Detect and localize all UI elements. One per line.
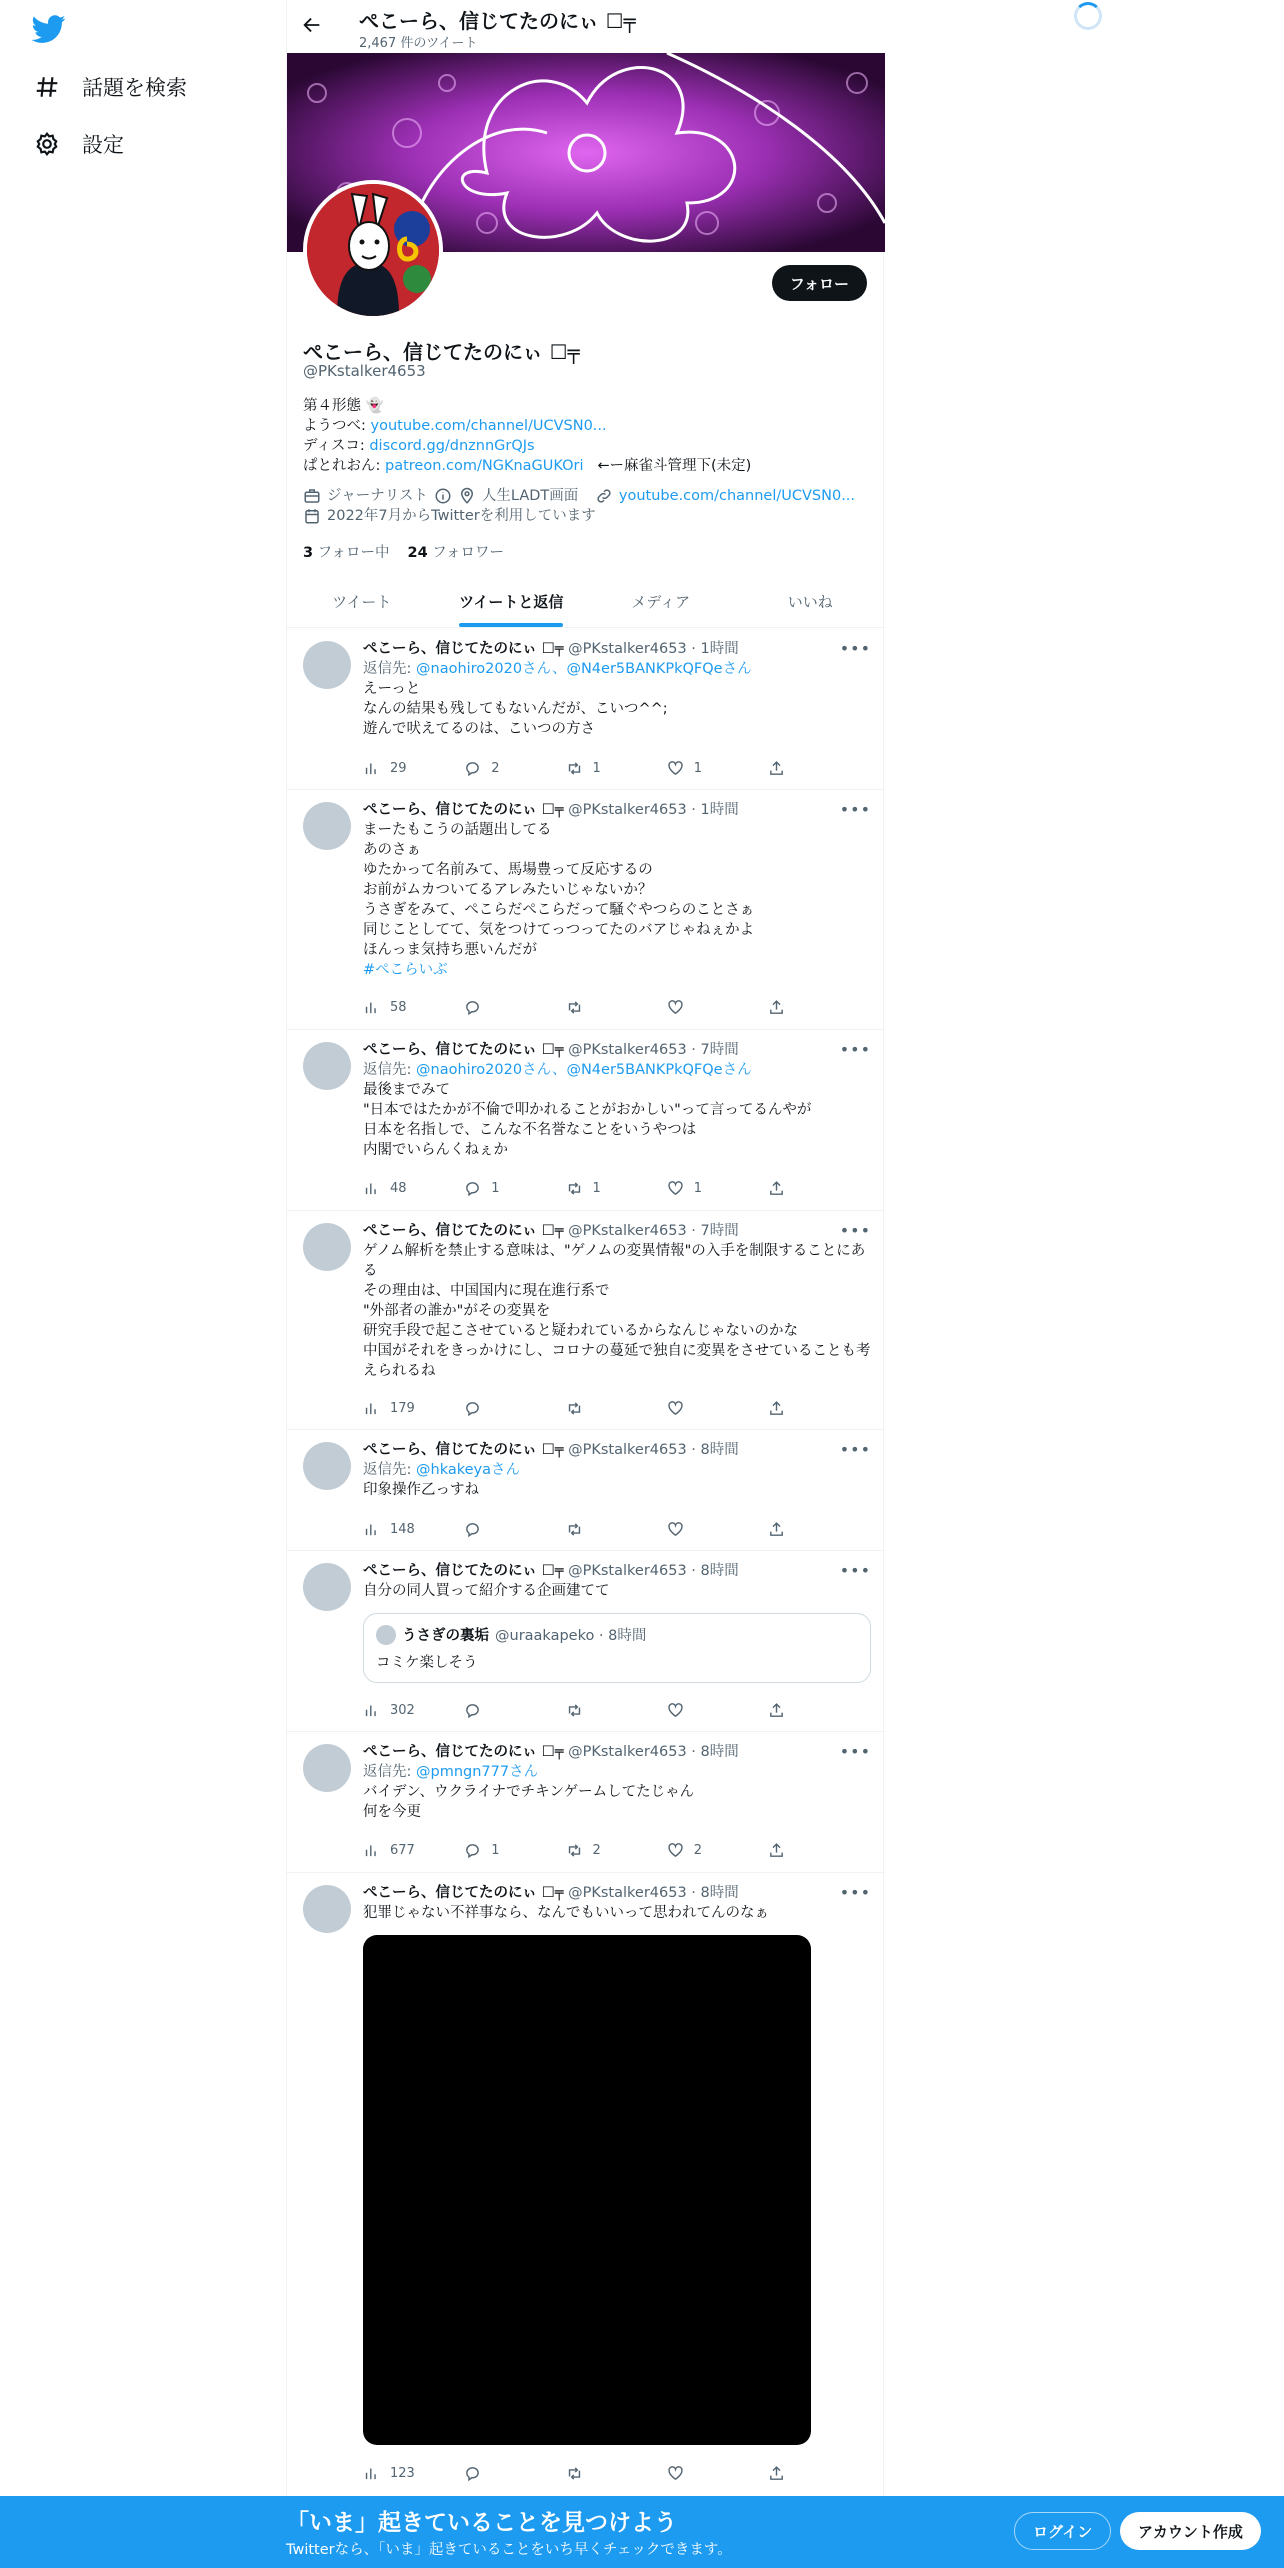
nav-item-explore-label: 話題を検索 xyxy=(82,76,187,100)
tweet-actions xyxy=(363,1178,788,1198)
like-button[interactable] xyxy=(667,1398,747,1418)
tweet-text: 犯罪じゃない不祥事なら、なんでもいいって思われてんのなぁ xyxy=(363,1905,769,1921)
retweet-button[interactable]: 2 xyxy=(566,1840,646,1860)
reply-button[interactable] xyxy=(464,1398,544,1418)
analytics-icon xyxy=(363,1521,380,1538)
tweet[interactable]: ••• ぺこーら、信じてたのにぃ ☐╤ @PKstalker4653 · 8時間 自分の同人買って紹介する企画建てて うさぎの裏垢 @uraakapeko · 8時間 コミケ楽しそう 302 xyxy=(287,1551,885,1732)
bio-youtube-link[interactable]: youtube.com/channel/UCVSN0... xyxy=(370,418,607,434)
heart-icon xyxy=(667,1842,684,1859)
calendar-icon xyxy=(303,507,321,525)
retweet-icon xyxy=(566,2465,583,2482)
bio-youtube-label: ようつべ: xyxy=(303,418,371,434)
signup-button[interactable]: アカウント作成 xyxy=(1120,2512,1261,2550)
profile-name: ぺこーら、信じてたのにぃ ☐╤ xyxy=(303,340,580,364)
bio-discord-link[interactable]: discord.gg/dnznnGrQJs xyxy=(369,438,535,454)
follow-stats xyxy=(303,541,504,562)
share-button[interactable] xyxy=(768,1519,788,1539)
views-button[interactable]: 179 xyxy=(363,1398,443,1418)
reply-button[interactable] xyxy=(464,2463,544,2483)
retweet-icon xyxy=(566,1702,583,1719)
share-icon xyxy=(768,760,785,777)
bio-patreon-link[interactable]: patreon.com/NGKnaGUKOri xyxy=(385,458,584,474)
bio-patreon-label: ぱとれおん: xyxy=(303,458,385,474)
main-column xyxy=(286,0,884,2568)
views-button[interactable]: 123 xyxy=(363,2463,443,2483)
profile-joined: 2022年7月からTwitterを利用しています xyxy=(327,508,596,524)
heart-icon xyxy=(667,1702,684,1719)
follow-button[interactable]: フォロー xyxy=(772,265,867,301)
retweet-icon xyxy=(566,1400,583,1417)
share-button[interactable] xyxy=(768,997,788,1017)
heart-icon xyxy=(667,760,684,777)
following-link[interactable]: 3 フォロー中 xyxy=(303,545,390,561)
more-options-icon[interactable]: ••• xyxy=(839,639,871,658)
tweet-text: バイデン、ウクライナでチキンゲームしてたじゃん 何を今更 xyxy=(363,1784,695,1820)
tweet-actions xyxy=(363,997,788,1017)
reply-icon xyxy=(464,999,481,1016)
prompt-title: 「いま」起きていることを見つけよう xyxy=(286,2510,677,2536)
tab-tweets-and-replies[interactable]: ツイートと返信 xyxy=(437,575,587,627)
views-button[interactable]: 302 xyxy=(363,1700,443,1720)
quoted-author-name: うさぎの裏垢 xyxy=(402,1628,489,1644)
briefcase-icon xyxy=(303,487,321,505)
share-icon xyxy=(768,1842,785,1859)
profile-meta xyxy=(303,486,873,526)
views-button[interactable]: 677 xyxy=(363,1840,443,1860)
share-button[interactable] xyxy=(768,758,788,778)
profile-category: ジャーナリスト xyxy=(327,488,428,504)
tweet-actions xyxy=(363,2463,788,2483)
share-icon xyxy=(768,1702,785,1719)
tweet-text: 最後までみて "日本ではたかが不倫で叩かれることがおかしい"って言ってるんやが 日本を名指しで、こんな不名誉なことをいうやつは 内閣でいらんくねぇか xyxy=(363,1082,812,1158)
quoted-meta: @uraakapeko · 8時間 xyxy=(495,1628,647,1644)
tweet-actions xyxy=(363,1700,788,1720)
tweet-meta: @PKstalker4653 · 8時間 xyxy=(568,1563,739,1579)
heart-icon xyxy=(667,1180,684,1197)
tweet-avatar[interactable] xyxy=(303,1563,351,1611)
tweet-text: まーたもこうの話題出してる あのさぁ ゆたかって名前みて、馬場豊って反応するの お前がムカついてるアレみたいじゃないか？ うさぎをみて、ぺこらだぺこらだって騒ぐやつらのことさぁ 同じことしてて、気をつけてっつってたのバアじゃねぇかよ ほんっま気持ち悪いんだが xyxy=(363,822,755,958)
emoji-glyph: ☐╤ xyxy=(598,9,636,33)
avatar-artwork xyxy=(307,184,439,316)
share-button[interactable] xyxy=(768,1398,788,1418)
like-button[interactable] xyxy=(667,2463,747,2483)
nav-item-explore[interactable] xyxy=(34,72,187,102)
tweet-avatar[interactable] xyxy=(303,1042,351,1090)
tweet[interactable]: ••• ぺこーら、信じてたのにぃ ☐╤ @PKstalker4653 · 8時間 返信先: @pmngn777さん バイデン、ウクライナでチキンゲームしてたじゃん 何を今更 677 1 2 2 xyxy=(287,1732,885,1873)
info-icon[interactable] xyxy=(434,487,452,505)
share-icon xyxy=(768,1521,785,1538)
hashtag-icon xyxy=(34,74,60,100)
retweet-button[interactable]: 1 xyxy=(566,1178,646,1198)
tweet-actions xyxy=(363,1519,788,1539)
tweet-text: 印象操作乙っすね xyxy=(363,1482,479,1498)
retweet-icon xyxy=(566,1842,583,1859)
reply-button[interactable]: 2 xyxy=(464,758,544,778)
gear-icon xyxy=(34,131,60,157)
tweet-author-name[interactable]: ぺこーら、信じてたのにぃ xyxy=(363,802,537,818)
tweet-author-name[interactable]: ぺこーら、信じてたのにぃ xyxy=(363,1744,537,1760)
login-button[interactable]: ログイン xyxy=(1014,2512,1111,2550)
tweet-meta: @PKstalker4653 · 7時間 xyxy=(568,1042,739,1058)
reply-prefix: 返信先: xyxy=(363,1062,416,1078)
tweet-text: ゲノム解析を禁止する意味は、"ゲノムの変異情報"の入手を制限することにある その理由は、中国国内に現在進行系で "外部者の誰か"がその変異を 研究手段で起こさせていると疑われているからなんじゃないのかな 中国がそれをきっかけにし、コロナの蔓延で独自に変異をさせていることも考えられるね xyxy=(363,1243,871,1379)
retweet-icon xyxy=(566,1180,583,1197)
profile-url[interactable]: youtube.com/channel/UCVSN0... xyxy=(618,488,856,504)
retweet-button[interactable]: 1 xyxy=(566,758,646,778)
tweet-author-name[interactable]: ぺこーら、信じてたのにぃ xyxy=(363,641,537,657)
tweet-actions xyxy=(363,1840,788,1860)
reply-users[interactable]: @naohiro2020さん、@N4er5BANKPkQFQeさん xyxy=(416,661,752,677)
retweet-icon xyxy=(566,760,583,777)
tweet-meta: @PKstalker4653 · 1時間 xyxy=(568,641,739,657)
quoted-text: コミケ楽しそう xyxy=(376,1655,478,1671)
profile-handle: @PKstalker4653 xyxy=(303,362,426,380)
reply-users[interactable]: @naohiro2020さん、@N4er5BANKPkQFQeさん xyxy=(416,1062,752,1078)
quoted-tweet[interactable] xyxy=(363,1613,871,1683)
profile-tabs xyxy=(287,575,885,628)
retweet-button[interactable] xyxy=(566,2463,646,2483)
analytics-icon xyxy=(363,1180,380,1197)
tweet-author-name[interactable]: ぺこーら、信じてたのにぃ xyxy=(363,1885,537,1901)
bio-patreon-note: ←ー麻雀斗管理下(未定) xyxy=(597,458,752,474)
views-button[interactable]: 148 xyxy=(363,1519,443,1539)
more-options-icon[interactable]: ••• xyxy=(839,1883,871,1902)
share-icon xyxy=(768,999,785,1016)
tweet-avatar[interactable] xyxy=(303,1885,351,1933)
tweet-meta: @PKstalker4653 · 1時間 xyxy=(568,802,739,818)
heart-icon xyxy=(667,1400,684,1417)
tweet-actions xyxy=(363,1398,788,1418)
reply-users[interactable]: @pmngn777さん xyxy=(416,1764,539,1780)
like-button[interactable]: 1 xyxy=(667,758,747,778)
share-icon xyxy=(768,1180,785,1197)
tab-media[interactable]: メディア xyxy=(631,592,691,611)
reply-icon xyxy=(464,2465,481,2482)
tweet-hashtag[interactable]: #ぺこらいぶ xyxy=(363,962,448,978)
tweet[interactable]: ••• ぺこーら、信じてたのにぃ ☐╤ @PKstalker4653 · 7時間 返信先: @naohiro2020さん、@N4er5BANKPkQFQeさん 最後までみて "日本ではたかが不倫で叩かれることがおかしい"って言ってるんやが 日本を名指しで、こんな不名誉なことをいうやつは 内閣でいらんくねぇか 48 1 1 1 xyxy=(287,1030,885,1211)
reply-users[interactable]: @hkakeyaさん xyxy=(416,1462,520,1478)
reply-icon xyxy=(464,1521,481,1538)
profile-location: 人生LADT画面 xyxy=(481,488,579,504)
more-options-icon[interactable]: ••• xyxy=(839,1221,871,1240)
share-button[interactable] xyxy=(768,1178,788,1198)
analytics-icon xyxy=(363,1702,380,1719)
loading-spinner-icon xyxy=(1074,2,1102,30)
heart-icon xyxy=(667,1521,684,1538)
profile-header-bar xyxy=(287,0,885,53)
share-button[interactable] xyxy=(768,1840,788,1860)
tweet-meta: @PKstalker4653 · 8時間 xyxy=(568,1744,739,1760)
reply-button[interactable] xyxy=(464,1519,544,1539)
retweet-icon xyxy=(566,1521,583,1538)
nav-item-settings-label: 設定 xyxy=(82,133,124,157)
analytics-icon xyxy=(363,1400,380,1417)
retweet-button[interactable] xyxy=(566,997,646,1017)
tab-likes[interactable]: いいね xyxy=(787,592,833,611)
reply-prefix: 返信先: xyxy=(363,1462,416,1478)
link-icon xyxy=(595,487,613,505)
reply-button[interactable]: 1 xyxy=(464,1840,544,1860)
views-button[interactable]: 29 xyxy=(363,758,443,778)
analytics-icon xyxy=(363,760,380,777)
like-button[interactable] xyxy=(667,1700,747,1720)
tweet-author-name[interactable]: ぺこーら、信じてたのにぃ xyxy=(363,1223,537,1239)
location-pin-icon xyxy=(458,487,476,505)
reply-button[interactable] xyxy=(464,1700,544,1720)
like-button[interactable]: 1 xyxy=(667,1178,747,1198)
tweet-text: 自分の同人買って紹介する企画建てて xyxy=(363,1583,610,1599)
like-button[interactable] xyxy=(667,1519,747,1539)
tweet-avatar[interactable] xyxy=(303,1744,351,1792)
more-options-icon[interactable]: ••• xyxy=(839,800,871,819)
tweet-avatar[interactable] xyxy=(303,1223,351,1271)
like-button[interactable]: 2 xyxy=(667,1840,747,1860)
nav-item-settings[interactable] xyxy=(34,129,124,159)
tweet-avatar[interactable] xyxy=(303,1442,351,1490)
tweet-meta: @PKstalker4653 · 7時間 xyxy=(568,1223,739,1239)
analytics-icon xyxy=(363,2465,380,2482)
emoji-glyph: ☐╤ xyxy=(542,340,580,364)
share-icon xyxy=(768,2465,785,2482)
login-prompt-bar xyxy=(0,2496,1284,2568)
bio-discord-label: ディスコ: xyxy=(303,438,370,454)
header-title: ぺこーら、信じてたのにぃ ☐╤ xyxy=(359,9,636,33)
tweet-actions xyxy=(363,758,788,778)
tweet-media-video[interactable] xyxy=(363,1935,811,2445)
retweet-button[interactable] xyxy=(566,1700,646,1720)
tweet[interactable]: ••• ぺこーら、信じてたのにぃ ☐╤ @PKstalker4653 · 1時間 まーたもこうの話題出してる あのさぁ ゆたかって名前みて、馬場豊って反応するの お前がムカついてるアレみたいじゃないか？ うさぎをみて、ぺこらだぺこらだって騒ぐやつらのことさぁ 同じことしてて、気をつけてっつってたのバアじゃねぇかよ ほんっま気持ち悪いんだが #ぺこらいぶ 58 xyxy=(287,790,885,1030)
more-options-icon[interactable]: ••• xyxy=(839,1561,871,1580)
prompt-subtitle: Twitterなら、「いま」起きていることをいち早くチェックできます。 xyxy=(286,2542,732,2558)
retweet-icon xyxy=(566,999,583,1016)
share-button[interactable] xyxy=(768,2463,788,2483)
retweet-button[interactable] xyxy=(566,1519,646,1539)
tweet-meta: @PKstalker4653 · 8時間 xyxy=(568,1442,739,1458)
tweet-author-name[interactable]: ぺこーら、信じてたのにぃ xyxy=(363,1042,537,1058)
like-button[interactable] xyxy=(667,997,747,1017)
tweet-meta: @PKstalker4653 · 8時間 xyxy=(568,1885,739,1901)
reply-icon xyxy=(464,760,481,777)
tweet-author-name[interactable]: ぺこーら、信じてたのにぃ xyxy=(363,1442,537,1458)
twitter-logo-icon[interactable] xyxy=(32,12,66,46)
reply-button[interactable]: 1 xyxy=(464,1178,544,1198)
more-options-icon[interactable]: ••• xyxy=(839,1440,871,1459)
header-tweet-count: 2,467 件のツイート xyxy=(359,36,478,51)
heart-icon xyxy=(667,999,684,1016)
analytics-icon xyxy=(363,1842,380,1859)
reply-prefix: 返信先: xyxy=(363,1764,416,1780)
followers-link[interactable]: 24 フォロワー xyxy=(407,545,505,561)
tweet-avatar[interactable] xyxy=(303,641,351,689)
reply-prefix: 返信先: xyxy=(363,661,416,677)
tweet[interactable]: ••• ぺこーら、信じてたのにぃ ☐╤ @PKstalker4653 · 1時間 返信先: @naohiro2020さん、@N4er5BANKPkQFQeさん えーっと なんの結果も残してもないんだが、こいつ^^; 遊んで吠えてるのは、こいつの方さ 29 2 1 1 xyxy=(287,629,885,790)
reply-icon xyxy=(464,1842,481,1859)
views-button[interactable]: 58 xyxy=(363,997,443,1017)
views-button[interactable]: 48 xyxy=(363,1178,443,1198)
back-arrow-icon[interactable] xyxy=(301,14,323,36)
heart-icon xyxy=(667,2465,684,2482)
more-options-icon[interactable]: ••• xyxy=(839,1040,871,1059)
tweet-avatar[interactable] xyxy=(303,802,351,850)
share-button[interactable] xyxy=(768,1700,788,1720)
quoted-avatar xyxy=(376,1625,396,1645)
tweet[interactable]: ••• ぺこーら、信じてたのにぃ ☐╤ @PKstalker4653 · 7時間 ゲノム解析を禁止する意味は、"ゲノムの変異情報"の入手を制限することにある その理由は、中国国内に現在進行系で "外部者の誰か"がその変異を 研究手段で起こさせていると疑われているからなんじゃないのかな 中国がそれをきっかけにし、コロナの蔓延で独自に変異をさせていることも考えられるね 179 xyxy=(287,1211,885,1430)
analytics-icon xyxy=(363,999,380,1016)
share-icon xyxy=(768,1400,785,1417)
retweet-button[interactable] xyxy=(566,1398,646,1418)
tweet[interactable]: ••• ぺこーら、信じてたのにぃ ☐╤ @PKstalker4653 · 8時間 犯罪じゃない不祥事なら、なんでもいいって思われてんのなぁ 123 xyxy=(287,1873,885,2496)
bio-line: 第４形態 xyxy=(303,398,361,414)
tweet[interactable]: ••• ぺこーら、信じてたのにぃ ☐╤ @PKstalker4653 · 8時間 返信先: @hkakeyaさん 印象操作乙っすね 148 xyxy=(287,1430,885,1551)
tweet-author-name[interactable]: ぺこーら、信じてたのにぃ xyxy=(363,1563,537,1579)
reply-icon xyxy=(464,1702,481,1719)
tweet-text: えーっと なんの結果も残してもないんだが、こいつ^^; 遊んで吠えてるのは、こいつの方さ xyxy=(363,681,668,737)
reply-icon xyxy=(464,1400,481,1417)
ghost-emoji-icon: 👻 xyxy=(361,398,384,414)
reply-button[interactable] xyxy=(464,997,544,1017)
profile-bio xyxy=(303,396,873,476)
profile-avatar[interactable] xyxy=(303,180,443,320)
tab-tweets[interactable]: ツイート xyxy=(332,592,392,611)
reply-icon xyxy=(464,1180,481,1197)
more-options-icon[interactable]: ••• xyxy=(839,1742,871,1761)
